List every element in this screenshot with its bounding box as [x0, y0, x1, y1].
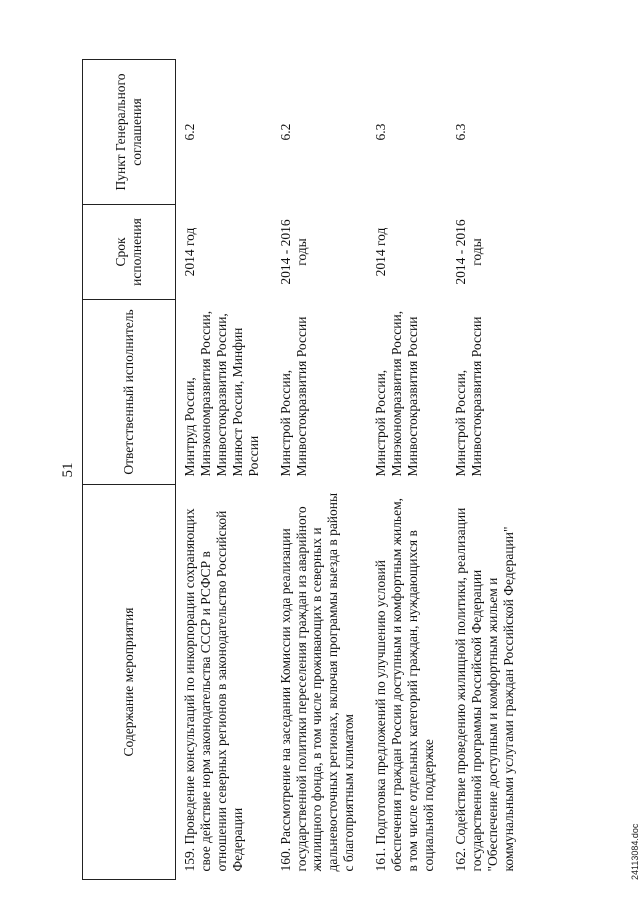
row-executor: Минстрой России, Минвостокразвития России	[277, 316, 309, 477]
row-deadline: 2014 год	[373, 227, 389, 277]
header-clause: Пункт Генерального соглашения	[83, 60, 176, 205]
row-clause: 6.3	[373, 123, 389, 141]
row-clause: 6.2	[182, 123, 197, 141]
header-content: Содержание мероприятия	[83, 485, 176, 880]
table-row	[272, 60, 368, 880]
header-deadline: Срок исполнения	[83, 205, 176, 300]
table-row	[367, 60, 447, 880]
row-content: 160. Рассмотрение на заседании Комиссии хода реализации государственной политики переселения граждан из аварийного жилищного фонда, в том числе проживающих в северных и дальневосточных регионах, включая программы выезда в районы с благоприятным климатом	[277, 492, 357, 872]
row-deadline: 2014 год	[182, 227, 197, 277]
table-header-row	[83, 60, 176, 880]
page-number: 51	[60, 462, 76, 478]
header-executor: Ответственный исполнитель	[83, 300, 176, 485]
row-deadline: 2014 - 2016 годы	[277, 219, 309, 285]
row-executor: Минстрой России, Минвостокразвития России	[452, 316, 484, 477]
row-executor: Минтруд России, Минэкономразвития России, Минвостокразвития России, Минюст России, Минфин России	[182, 310, 261, 477]
row-content: 161. Подготовка предложений по улучшению условий обеспечения граждан России доступным и комфортным жильем, в том числе отдельных категорий граждан, нуждающихся в социальной поддержке	[373, 498, 436, 872]
table-row	[447, 60, 527, 880]
row-clause: 6.3	[452, 123, 468, 141]
row-executor: Минстрой России, Минэкономразвития России, Минвостокразвития России	[373, 310, 421, 477]
measures-table	[82, 59, 527, 880]
row-deadline: 2014 - 2016 годы	[452, 219, 484, 285]
rotated-document-page	[60, 60, 640, 880]
row-content: 159. Проведение консультаций по инкорпорации сохраняющих свое действие норм законодательства СССР и РСФСР в отношении северных регионов в законодательство Российской Федерации	[182, 508, 245, 872]
row-content: 162. Содействие проведению жилищной политики, реализации государственной программы Российской Федерации "Обеспечение доступным и комфортным жильем и коммунальными услугами граждан Российской Федерации"	[452, 507, 516, 872]
table-row	[176, 60, 272, 880]
row-clause: 6.2	[277, 123, 293, 141]
document-file-code: 24113084.doc	[630, 823, 640, 880]
